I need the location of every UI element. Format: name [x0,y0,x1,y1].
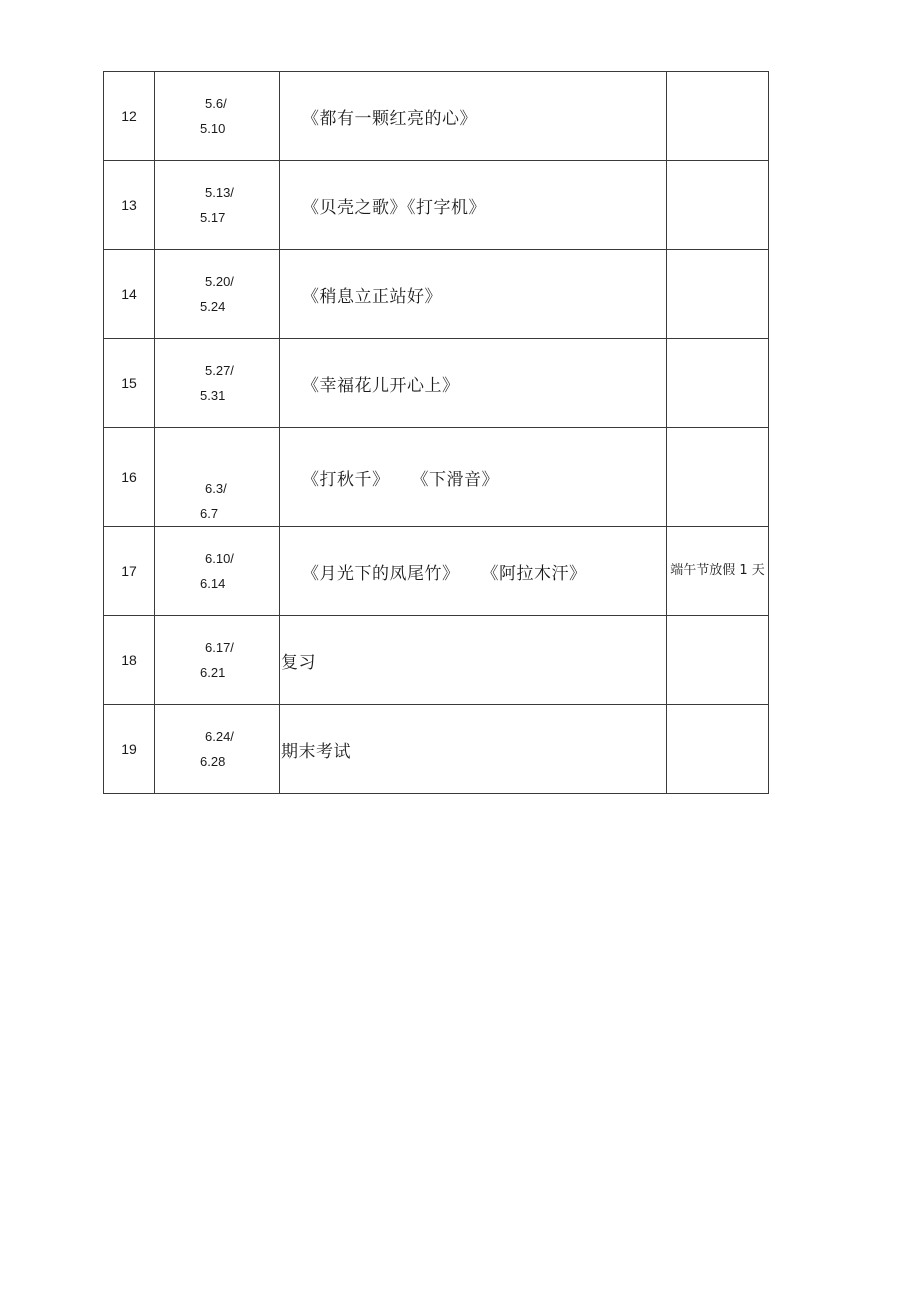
lesson-content [280,616,667,705]
week-number: 12 [104,72,155,161]
date-range [155,527,280,616]
lesson-content [280,250,667,339]
table-row [104,705,769,794]
lesson-title: 《稍息立正站好》 [302,286,442,307]
lesson-title: 复习 [281,652,316,673]
date-end: 5.10 [200,121,226,136]
date-range [155,339,280,428]
lesson-content [280,527,667,616]
lesson-title: 《贝壳之歌》 [302,197,407,218]
date-end: 5.31 [200,388,226,403]
lesson-title: 期末考试 [281,741,351,762]
table-row [104,250,769,339]
date-end: 6.7 [200,506,219,521]
date-end: 6.21 [200,665,226,680]
lesson-title: 《打秋千》 [302,469,390,490]
lesson-content [280,705,667,794]
lesson-title: 《月光下的凤尾竹》 [302,563,460,584]
week-number: 19 [104,705,155,794]
lesson-content [280,339,667,428]
date-range [155,616,280,705]
week-number: 13 [104,161,155,250]
lesson-title: 《打字机》 [407,197,486,218]
remark-cell [667,250,769,339]
remark-cell [667,428,769,527]
table-row [104,339,769,428]
date-start: 6.24/ [205,729,234,744]
date-start: 5.27/ [205,363,234,378]
lesson-title: 《阿拉木汗》 [481,563,587,584]
lesson-title: 《幸福花儿开心上》 [302,375,460,396]
date-end: 5.17 [200,210,226,225]
remark-cell [667,339,769,428]
week-number: 15 [104,339,155,428]
lesson-title: 《下滑音》 [411,469,499,490]
schedule-table [103,71,769,794]
table-row [104,527,769,616]
date-end: 5.24 [200,299,226,314]
week-number: 16 [104,428,155,527]
remark-cell [667,616,769,705]
table-row [104,161,769,250]
date-end: 6.28 [200,754,226,769]
lesson-title: 《都有一颗红亮的心》 [302,108,477,129]
date-start: 5.6/ [205,96,227,111]
date-end: 6.14 [200,576,226,591]
date-start: 5.20/ [205,274,234,289]
remark-cell: 端午节放假 1 天 [667,527,769,616]
remark-cell [667,161,769,250]
week-number: 17 [104,527,155,616]
date-start: 6.10/ [205,551,234,566]
lesson-content [280,72,667,161]
date-start: 5.13/ [205,185,234,200]
date-range [155,428,280,527]
date-range [155,250,280,339]
week-number: 18 [104,616,155,705]
week-number: 14 [104,250,155,339]
table-row [104,72,769,161]
table-row [104,616,769,705]
date-range [155,705,280,794]
lesson-content [280,428,667,527]
date-range [155,161,280,250]
date-range [155,72,280,161]
date-start: 6.3/ [205,481,227,496]
date-start: 6.17/ [205,640,234,655]
table-row [104,428,769,527]
lesson-content [280,161,667,250]
remark-cell [667,72,769,161]
remark-cell [667,705,769,794]
